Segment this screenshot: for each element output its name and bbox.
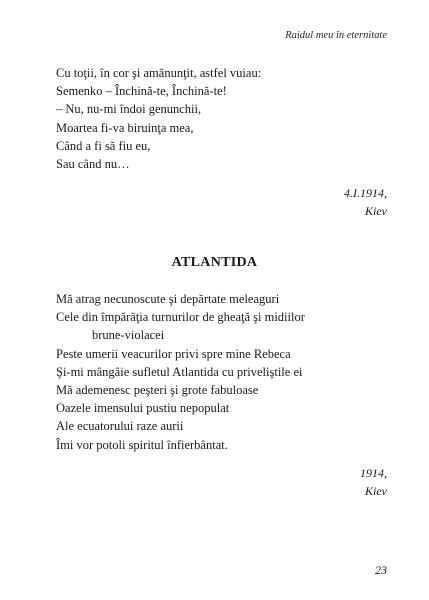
poem-line: Cele din împărăţia turnurilor de gheaţă şi midiilor: [56, 310, 305, 325]
poem-line: – Nu, nu-mi îndoi genunchii,: [56, 102, 202, 117]
poem-line: Mă atrag necunoscute şi depărtate meleaguri: [56, 292, 280, 306]
poem-line: Mă ademenesc peşteri şi grote fabuloase: [56, 383, 259, 398]
poem-line: Semenko – Închină-te, Închină-te!: [56, 84, 227, 99]
poem-line: Peste umerii veacurilor privi spre mine Rebeca: [56, 346, 291, 361]
poem-line: Moartea fi-va biruinţa mea,: [56, 120, 194, 135]
poem-line: Îmi vor potoli spiritul înfierbântat.: [56, 437, 228, 452]
page-number: 23: [375, 563, 387, 577]
signature-date: 4.I.1914,: [344, 186, 387, 200]
poem-line-continuation: brune-violacei: [92, 328, 165, 343]
poem-signature: [344, 184, 387, 220]
poem-line: Şi-mi mângâie sufletul Atlantida cu priveliştile ei: [56, 364, 303, 379]
poem-line: Ale ecuatorului raze aurii: [56, 419, 184, 434]
poem-stanza: [56, 64, 261, 173]
signature-date: 1914,: [360, 466, 387, 480]
poem-stanza: [56, 290, 305, 454]
poem-line: Cu toţii, în cor şi amănunţit, astfel vuiau:: [56, 66, 262, 80]
poem-line: Oazele imensului pustiu nepopulat: [56, 401, 230, 416]
poem-line: Sau când nu…: [56, 157, 130, 172]
poem-line: Când a fi să fiu eu,: [56, 138, 151, 153]
signature-place: Kiev: [365, 484, 387, 499]
signature-place: Kiev: [365, 204, 387, 219]
poem-signature: [360, 464, 387, 500]
running-header: Raidul meu în eternitate: [285, 30, 387, 41]
poem-title: ATLANTIDA: [171, 255, 258, 270]
